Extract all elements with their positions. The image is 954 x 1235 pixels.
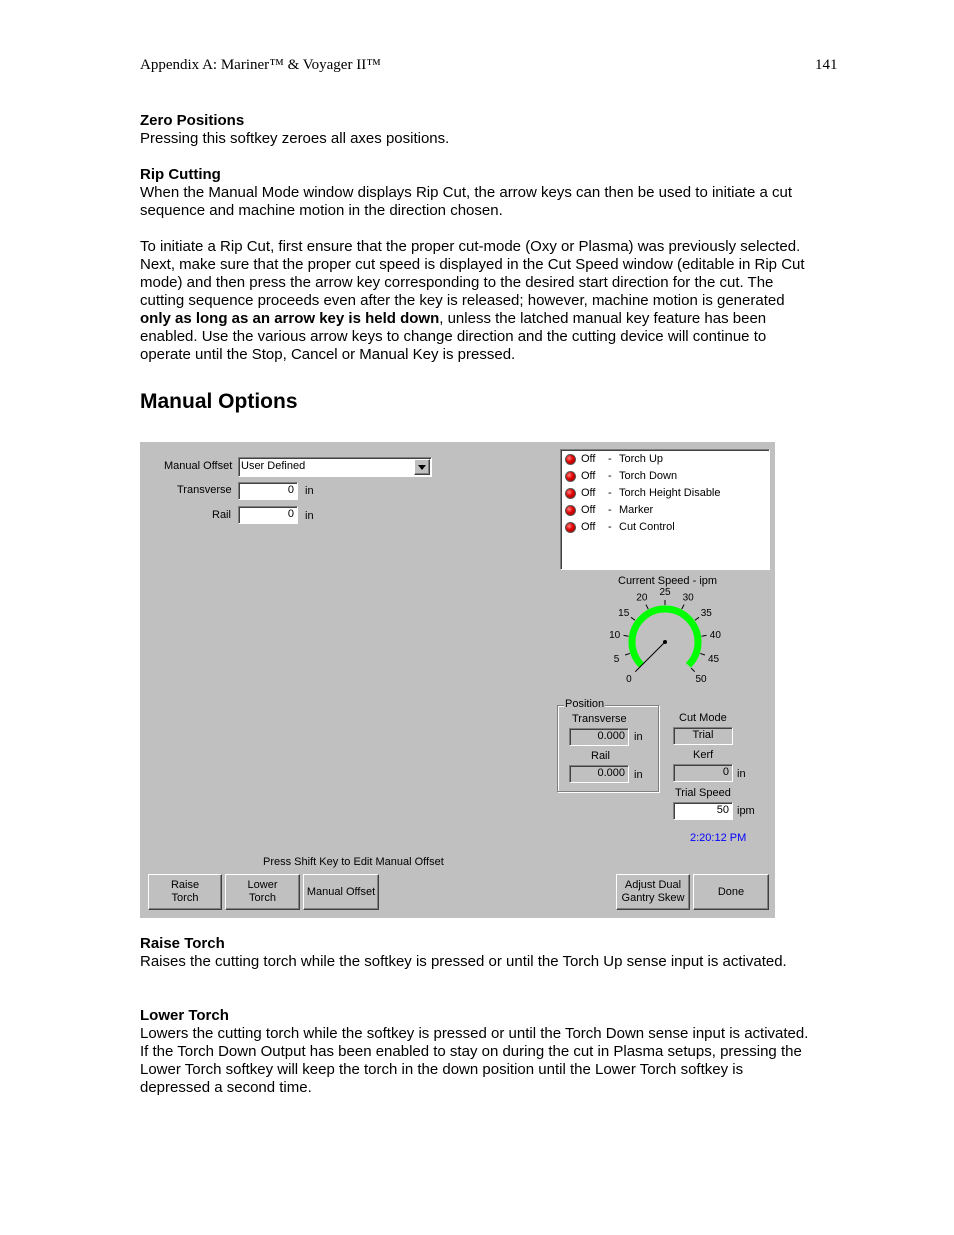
status-led-icon <box>565 471 576 482</box>
status-state: Off <box>581 521 596 533</box>
zero-positions-body: Pressing this softkey zeroes all axes positions. <box>140 130 450 147</box>
kerf-unit: in <box>737 768 746 780</box>
position-transverse-label: Transverse <box>572 713 627 725</box>
manual-options-heading: Manual Options <box>140 390 298 413</box>
gauge-tick-label: 20 <box>636 592 648 604</box>
io-status-list <box>560 449 770 570</box>
page-number: 141 <box>815 57 838 73</box>
status-led-icon <box>565 454 576 465</box>
shift-key-hint: Press Shift Key to Edit Manual Offset <box>263 856 444 868</box>
gauge-tick <box>691 668 695 672</box>
status-state: Off <box>581 453 596 465</box>
status-state: Off <box>581 470 596 482</box>
position-title: Position <box>565 698 605 710</box>
zero-positions-heading: Zero Positions <box>140 112 245 129</box>
done-button[interactable] <box>693 874 769 910</box>
adjust-dual-gantry-skew-button[interactable] <box>616 874 690 910</box>
rail-label: Rail <box>212 509 231 521</box>
status-led-icon <box>565 522 576 533</box>
adjust-dual-gantry-skew-label: Adjust Dual Gantry Skew <box>621 879 685 904</box>
gauge-tick-label: 30 <box>682 592 694 604</box>
status-name: Cut Control <box>619 521 675 533</box>
transverse-input-value: 0 <box>287 484 294 496</box>
status-state: Off <box>581 504 596 516</box>
status-sep: - <box>608 504 612 516</box>
rip-cutting-paragraph-1: When the Manual Mode window displays Rip Cut, the arrow keys can then be used to initiate a cut sequence and machine motion in the direction chosen. <box>140 184 793 219</box>
status-name: Marker <box>619 504 654 516</box>
lower-torch-body: Lowers the cutting torch while the softkey is pressed or until the Torch Down sense input is activated. If the Torch Down Output has been enabled to stay on during the cut in Plasma setups, pressing the Lower Torch softkey will keep the torch in the down position until the Lower Torch softkey is depressed a second time. <box>140 1025 809 1096</box>
manual-offset-label: Manual Offset <box>164 460 233 472</box>
transverse-input[interactable] <box>238 482 298 500</box>
rip-cutting-paragraph-2 <box>140 238 810 364</box>
trial-speed-label: Trial Speed <box>675 787 731 799</box>
status-sep: - <box>608 470 612 482</box>
rail-input-value: 0 <box>287 508 294 520</box>
position-rail-value: 0.000 <box>597 767 625 779</box>
gauge-tick <box>631 617 635 620</box>
chevron-down-icon[interactable] <box>414 459 430 475</box>
transverse-label: Transverse <box>177 484 232 496</box>
gauge-tick-label: 0 <box>626 674 632 686</box>
done-button-label: Done <box>717 885 745 898</box>
raise-torch-body: Raises the cutting torch while the softkey is pressed or until the Torch Up sense input is activated. <box>140 953 787 970</box>
manual-options-screenshot <box>140 442 775 918</box>
raise-torch-heading: Raise Torch <box>140 935 225 952</box>
gauge-tick-label: 35 <box>700 608 712 620</box>
trial-speed-value: 50 <box>716 804 729 816</box>
status-led-icon <box>565 505 576 516</box>
raise-torch-button-label: Raise Torch <box>170 879 200 904</box>
lower-torch-button-label: Lower Torch <box>247 879 278 904</box>
cut-mode-field <box>673 727 733 745</box>
status-name: Torch Up <box>619 453 664 465</box>
position-transverse-unit: in <box>634 731 643 743</box>
gauge-tick <box>695 617 699 620</box>
trial-speed-unit: ipm <box>737 805 755 817</box>
gauge-tick-label: 45 <box>707 653 720 665</box>
gauge-arc <box>632 609 698 665</box>
gauge-tick-label: 25 <box>659 587 671 598</box>
kerf-label: Kerf <box>693 749 714 761</box>
transverse-unit: in <box>305 485 314 497</box>
manual-offset-value: User Defined <box>241 460 306 472</box>
rip-cutting-p2-text-end: , unless the latched manual key feature has been enabled. Use the various arrow keys to change direction and the cutting device will continue to operate until the Stop, Cancel or Manual Key is pressed. <box>140 310 767 363</box>
rip-cutting-heading: Rip Cutting <box>140 166 221 183</box>
gauge-hub <box>663 640 667 644</box>
cut-mode-value: Trial <box>692 729 714 741</box>
page-header-title: Appendix A: Mariner™ & Voyager II™ <box>140 57 381 73</box>
status-sep: - <box>608 521 612 533</box>
status-name: Torch Down <box>619 470 678 482</box>
gauge-tick <box>625 653 630 655</box>
gauge-tick <box>682 605 684 609</box>
position-rail-field <box>569 765 629 783</box>
gauge-tick-label: 5 <box>613 653 620 665</box>
gauge-tick-label: 40 <box>709 630 721 642</box>
manual-offset-button[interactable] <box>303 874 379 910</box>
kerf-value: 0 <box>722 766 729 778</box>
rip-cutting-p2-text: To initiate a Rip Cut, first ensure that the proper cut-mode (Oxy or Plasma) was previously selected. Next, make sure that the proper cut speed is displayed in the Cut Speed window (editable in Rip Cut mode) and then press the arrow key corresponding to the desired start direction for the cut. The cutting sequence proceeds even after the key is released; however, machine motion is generated <box>140 238 805 309</box>
position-rail-unit: in <box>634 769 643 781</box>
position-transverse-value: 0.000 <box>597 730 625 742</box>
kerf-field <box>673 764 733 782</box>
status-state: Off <box>581 487 596 499</box>
clock: 2:20:12 PM <box>690 832 747 844</box>
gauge-tick <box>635 668 639 672</box>
position-rail-label: Rail <box>591 750 610 762</box>
status-led-icon <box>565 488 576 499</box>
trial-speed-input[interactable] <box>673 802 733 820</box>
gauge-tick-label: 10 <box>609 630 621 642</box>
status-sep: - <box>608 453 612 465</box>
position-transverse-field <box>569 728 629 746</box>
lower-torch-heading: Lower Torch <box>140 1007 229 1024</box>
gauge-tick <box>624 635 629 636</box>
gauge-title: Current Speed - ipm <box>618 575 718 587</box>
rail-input[interactable] <box>238 506 298 524</box>
manual-offset-dropdown[interactable] <box>238 457 432 477</box>
gauge-tick <box>646 605 648 609</box>
status-sep: - <box>608 487 612 499</box>
speed-gauge <box>595 587 735 697</box>
lower-torch-button[interactable] <box>225 874 300 910</box>
status-name: Torch Height Disable <box>619 487 721 499</box>
gauge-needle <box>639 642 665 668</box>
rail-unit: in <box>305 510 314 522</box>
gauge-tick <box>702 635 707 636</box>
gauge-tick <box>700 653 705 655</box>
raise-torch-button[interactable] <box>148 874 222 910</box>
gauge-tick-label: 50 <box>695 674 707 686</box>
manual-offset-button-label: Manual Offset <box>306 885 376 898</box>
cut-mode-label: Cut Mode <box>679 712 727 724</box>
gauge-tick-label: 15 <box>618 608 630 620</box>
rip-cutting-p2-bold: only as long as an arrow key is held down <box>140 310 440 327</box>
